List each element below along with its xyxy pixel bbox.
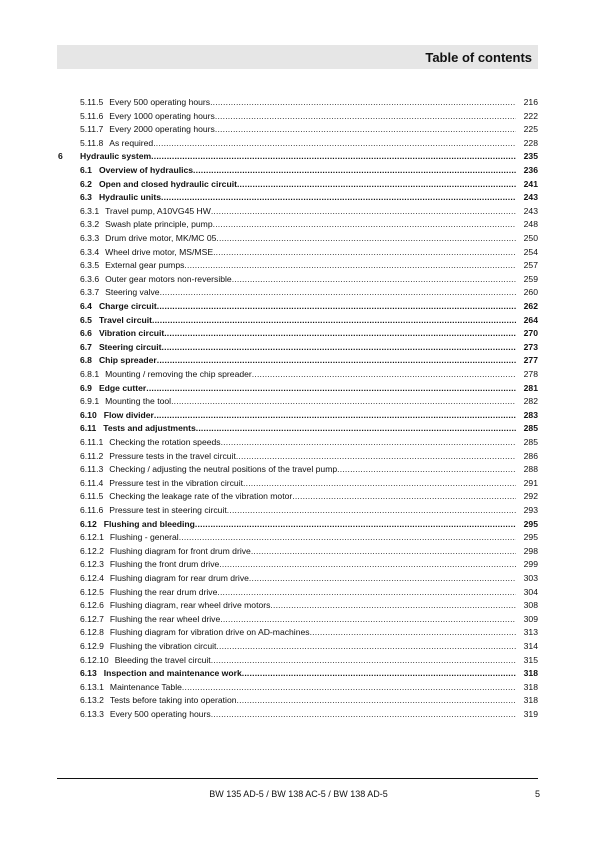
toc-page-number: 291 (523, 477, 538, 488)
toc-section-number: 6.13.1 (80, 681, 104, 692)
toc-leader-dots (251, 545, 516, 559)
toc-row[interactable] (0, 327, 597, 341)
toc-section-number: 6.8.1 (80, 369, 100, 379)
toc-leader-dots (270, 599, 516, 613)
toc-row[interactable] (0, 599, 597, 613)
toc-section-number: 6.9 (80, 382, 92, 393)
toc-section-number: 6.3.4 (80, 246, 100, 257)
toc-leader-dots (193, 164, 516, 178)
toc-leader-dots (196, 422, 516, 436)
toc-entry-title: Steering valve (105, 287, 160, 298)
toc-row[interactable] (0, 178, 597, 192)
toc-entry-title: Maintenance Table (109, 681, 182, 692)
toc-section-number: 6.3.7 (80, 287, 100, 298)
toc-row[interactable] (0, 259, 597, 273)
toc-section-number: 6.5 (80, 314, 92, 325)
toc-leader-dots (249, 572, 516, 586)
toc-section-number: 6.12.3 (80, 559, 104, 570)
toc-entry-title: Steering circuit (98, 341, 162, 352)
toc-page-number: 225 (523, 124, 538, 135)
toc-entry-title: Bleeding the travel circuit (114, 654, 211, 665)
toc-leader-dots (236, 450, 516, 464)
toc-row[interactable] (0, 436, 597, 450)
toc-leader-dots (211, 654, 516, 668)
toc-page-number: 228 (523, 137, 538, 148)
toc-section-number: 6.12.7 (80, 613, 104, 624)
toc-page-number: 248 (523, 219, 538, 230)
toc-leader-dots (219, 558, 516, 572)
toc-leader-dots (161, 191, 516, 205)
toc-page-number: 318 (523, 668, 538, 679)
toc-section-number: 6.11.1 (80, 437, 104, 447)
toc-row[interactable] (0, 409, 597, 423)
toc-leader-dots (195, 518, 516, 532)
toc-leader-dots (164, 327, 516, 341)
toc-page-number: 295 (523, 532, 538, 543)
toc-leader-dots (215, 123, 516, 137)
toc-page-number: 309 (523, 613, 538, 624)
toc-leader-dots (242, 667, 516, 681)
toc-section-number: 5.11.6 (80, 110, 104, 121)
toc-page-number: 270 (523, 328, 538, 339)
toc-leader-dots (162, 341, 516, 355)
toc-section-number: 6.7 (80, 341, 92, 352)
toc-row[interactable] (0, 654, 597, 668)
toc-entry-title: Flushing diagram, rear wheel drive motors (109, 600, 271, 611)
toc-row[interactable] (0, 613, 597, 627)
toc-page-number: 318 (523, 681, 538, 692)
toc-section-number: 6.8 (80, 355, 92, 366)
toc-section-number: 6.12.8 (80, 627, 104, 638)
toc-section-number: 5.11.7 (80, 124, 104, 135)
toc-leader-dots (237, 694, 516, 708)
toc-page-number: 283 (523, 409, 538, 420)
toc-page-number: 288 (523, 464, 538, 475)
toc-page-number: 295 (523, 518, 538, 529)
toc-page-number: 282 (523, 396, 538, 407)
toc-row[interactable] (0, 518, 597, 532)
toc-entry-title: Outer gear motors non-reversible (105, 273, 232, 284)
toc-page-number: 298 (523, 545, 538, 556)
toc-leader-dots (221, 436, 516, 450)
toc-section-number: 6.3.5 (80, 260, 100, 271)
toc-leader-dots (213, 246, 516, 260)
toc-page-number: 285 (523, 437, 538, 447)
toc-entry-title: Flushing diagram for vibration drive on AD-machines (109, 627, 310, 638)
toc-leader-dots (182, 681, 516, 695)
toc-row[interactable] (0, 354, 597, 368)
toc-page-number: 273 (523, 341, 538, 352)
toc-entry-title: Checking the rotation speeds (109, 437, 221, 447)
toc-row[interactable] (0, 286, 597, 300)
toc-section-number: 5.11.5 (80, 97, 104, 107)
toc-page-number: 243 (523, 205, 538, 216)
toc-leader-dots (160, 286, 516, 300)
toc-section-number: 6.9.1 (80, 396, 100, 407)
toc-row[interactable] (0, 314, 597, 328)
toc-section-number: 6.12.1 (80, 532, 104, 543)
toc-leader-dots (210, 96, 516, 110)
toc-section-number: 6.10 (80, 409, 97, 420)
toc-entry-title: Flushing diagram for front drum drive (109, 545, 251, 556)
toc-row[interactable] (0, 96, 597, 110)
toc-leader-dots (237, 178, 516, 192)
toc-page-number: 293 (523, 505, 538, 515)
toc-leader-dots (152, 314, 516, 328)
toc-section-number: 6.11 (80, 423, 97, 434)
toc-leader-dots (157, 354, 516, 368)
toc-page-number: 259 (523, 273, 538, 284)
toc-entry-title: Mounting the tool (105, 396, 172, 407)
toc-row[interactable] (0, 490, 597, 504)
toc-row[interactable] (0, 395, 597, 409)
toc-entry-title: Flushing the front drum drive (109, 559, 220, 570)
toc-leader-dots (157, 300, 516, 314)
toc-row[interactable] (0, 123, 597, 137)
toc-page-number: 303 (523, 573, 538, 583)
page-title: Table of contents (425, 50, 532, 65)
toc-row[interactable] (0, 232, 597, 246)
toc-leader-dots (215, 110, 516, 124)
toc-row[interactable] (0, 164, 597, 178)
toc-row[interactable] (0, 640, 597, 654)
toc-entry-title: Chip spreader (98, 355, 157, 366)
toc-row[interactable] (0, 218, 597, 232)
toc-entry-title: Every 500 operating hours (109, 709, 211, 719)
toc-section-number: 6.11.6 (80, 505, 104, 515)
toc-section-number: 6.12.4 (80, 573, 104, 583)
toc-entry-title: Travel pump, A10VG45 HW (105, 205, 211, 216)
toc-page-number: 318 (523, 695, 538, 706)
toc-entry-title: Open and closed hydraulic circuit (98, 178, 237, 189)
toc-entry-title: Pressure tests in the travel circuit (109, 450, 236, 461)
toc-leader-dots (146, 382, 516, 396)
toc-page-number: 315 (523, 654, 538, 665)
toc-page-number: 313 (523, 627, 538, 638)
toc-leader-dots (243, 477, 516, 491)
toc-row[interactable] (0, 341, 597, 355)
toc-section-number: 6.3.1 (80, 205, 100, 216)
toc-row[interactable] (0, 110, 597, 124)
toc-entry-title: External gear pumps (105, 260, 185, 271)
toc-row[interactable] (0, 586, 597, 600)
toc-section-number: 6.1 (80, 165, 92, 175)
toc-leader-dots (179, 531, 516, 545)
toc-leader-dots (151, 150, 516, 164)
toc-section-number: 6.12.6 (80, 600, 104, 611)
toc-entry-title: Swash plate principle, pump (105, 219, 213, 230)
toc-page-number: 314 (523, 641, 538, 651)
toc-chapter-number: 6 (58, 151, 63, 162)
toc-leader-dots (216, 232, 516, 246)
toc-section-number: 6.13.2 (80, 695, 104, 706)
toc-row[interactable] (0, 368, 597, 382)
toc-page-number: 308 (523, 600, 538, 611)
toc-section-number: 6.2 (80, 178, 92, 189)
toc-page-number: 262 (523, 301, 538, 311)
toc-row[interactable] (0, 558, 597, 572)
toc-row[interactable] (0, 137, 597, 151)
toc-leader-dots (216, 640, 516, 654)
toc-entry-title: Every 2000 operating hours (109, 124, 215, 135)
toc-row[interactable] (0, 572, 597, 586)
toc-section-number: 6.12.9 (80, 641, 104, 651)
toc-page-number: 281 (523, 382, 538, 393)
toc-row[interactable] (0, 694, 597, 708)
toc-row[interactable] (0, 150, 597, 164)
toc-leader-dots (310, 626, 516, 640)
toc-section-number: 6.3.6 (80, 273, 100, 284)
toc-entry-title: Drum drive motor, MK/MC 05 (105, 233, 217, 243)
toc-row[interactable] (0, 300, 597, 314)
toc-section-number: 6.12.2 (80, 545, 104, 556)
toc-row[interactable] (0, 708, 597, 722)
toc-section-number: 6.13.3 (80, 709, 104, 719)
toc-entry-title: Edge cutter (98, 382, 147, 393)
toc-leader-dots (211, 205, 516, 219)
toc-row[interactable] (0, 531, 597, 545)
toc-entry-title: Checking the leakage rate of the vibration motor (109, 491, 293, 502)
toc-leader-dots (220, 613, 516, 627)
toc-entry-title: Flushing the rear drum drive (109, 586, 218, 597)
toc-entry-title: Flushing the vibration circuit (109, 641, 217, 651)
toc-page-number: 250 (523, 233, 538, 243)
toc-leader-dots (232, 273, 516, 287)
toc-entry-title: Checking / adjusting the neutral positions of the travel pump (109, 464, 338, 475)
toc-entry-title: Every 500 operating hours (109, 97, 211, 107)
toc-row[interactable] (0, 504, 597, 518)
toc-leader-dots (227, 504, 516, 518)
toc-section-number: 6.6 (80, 328, 92, 339)
toc-row[interactable] (0, 463, 597, 477)
toc-leader-dots (217, 586, 516, 600)
toc-row[interactable] (0, 626, 597, 640)
toc-row[interactable] (0, 382, 597, 396)
toc-section-number: 6.12 (80, 518, 97, 529)
toc-row[interactable] (0, 273, 597, 287)
toc-page-number: 235 (523, 151, 538, 162)
toc-section-number: 6.12.10 (80, 654, 109, 665)
toc-page-number: 241 (523, 178, 538, 189)
toc-section-number: 6.4 (80, 301, 92, 311)
toc-row[interactable] (0, 205, 597, 219)
toc-page-number: 264 (523, 314, 538, 325)
toc-entry-title: Mounting / removing the chip spreader (105, 369, 252, 379)
toc-entry-title: Wheel drive motor, MS/MSE (105, 246, 214, 257)
toc-entry-title: Pressure test in the vibration circuit (109, 477, 244, 488)
toc-entry-title: Tests and adjustments (103, 423, 196, 434)
toc-entry-title: Pressure test in steering circuit (109, 505, 227, 515)
toc-section-number: 6.3.3 (80, 233, 100, 243)
toc-row[interactable] (0, 667, 597, 681)
toc-page-number: 254 (523, 246, 538, 257)
toc-entry-title: Flushing and bleeding (103, 518, 195, 529)
toc-row[interactable] (0, 477, 597, 491)
toc-entry-title: Flushing the rear wheel drive (109, 613, 221, 624)
toc-leader-dots (184, 259, 516, 273)
toc-leader-dots (153, 137, 516, 151)
header-bar (57, 45, 538, 69)
toc-section-number: 5.11.8 (80, 137, 104, 148)
footer-model-list: BW 135 AD-5 / BW 138 AC-5 / BW 138 AD-5 (209, 789, 388, 799)
toc-row[interactable] (0, 681, 597, 695)
toc-page-number: 286 (523, 450, 538, 461)
toc-section-number: 6.3.2 (80, 219, 100, 230)
toc-leader-dots (154, 409, 516, 423)
toc-entry-title: Hydraulic system (80, 151, 152, 162)
toc-section-number: 6.11.4 (80, 477, 104, 488)
toc-section-number: 6.11.2 (80, 450, 104, 461)
toc-page-number: 277 (523, 355, 538, 366)
toc-entry-title: Flushing - general (109, 532, 179, 543)
toc-section-number: 6.3 (80, 192, 92, 203)
toc-row[interactable] (0, 246, 597, 260)
toc-leader-dots (337, 463, 516, 477)
toc-section-number: 6.12.5 (80, 586, 104, 597)
toc-entry-title: Vibration circuit (98, 328, 165, 339)
toc-page-number: 236 (523, 165, 538, 175)
toc-section-number: 6.13 (80, 668, 97, 679)
toc-entry-title: Travel circuit (98, 314, 152, 325)
toc-entry-title: Charge circuit (98, 301, 157, 311)
toc-row[interactable] (0, 450, 597, 464)
toc-page-number: 319 (523, 709, 538, 719)
toc-row[interactable] (0, 191, 597, 205)
toc-page-number: 292 (523, 491, 538, 502)
toc-row[interactable] (0, 545, 597, 559)
toc-page-number: 216 (523, 97, 538, 107)
toc-entry-title: Hydraulic units (98, 192, 162, 203)
toc-page-number: 260 (523, 287, 538, 298)
toc-entry-title: Tests before taking into operation (109, 695, 237, 706)
toc-entry-title: As required (109, 137, 154, 148)
toc-page-number: 285 (523, 423, 538, 434)
toc-page-number: 243 (523, 192, 538, 203)
toc-leader-dots (252, 368, 516, 382)
footer-divider (57, 778, 538, 779)
toc-entry-title: Overview of hydraulics (98, 165, 194, 175)
footer-page-number: 5 (534, 789, 540, 799)
toc-entry-title: Inspection and maintenance work (103, 668, 242, 679)
toc-page-number: 257 (523, 260, 538, 271)
toc-page-number: 304 (523, 586, 538, 597)
toc-row[interactable] (0, 422, 597, 436)
toc-entry-title: Flushing diagram for rear drum drive (109, 573, 249, 583)
toc-entry-title: Every 1000 operating hours (109, 110, 215, 121)
toc-section-number: 6.11.5 (80, 491, 104, 502)
toc-leader-dots (213, 218, 516, 232)
toc-leader-dots (171, 395, 516, 409)
toc-section-number: 6.11.3 (80, 464, 104, 475)
toc-leader-dots (211, 708, 516, 722)
toc-page-number: 222 (523, 110, 538, 121)
toc-page-number: 278 (523, 369, 538, 379)
toc-page-number: 299 (523, 559, 538, 570)
toc-leader-dots (292, 490, 516, 504)
toc-entry-title: Flow divider (103, 409, 154, 420)
